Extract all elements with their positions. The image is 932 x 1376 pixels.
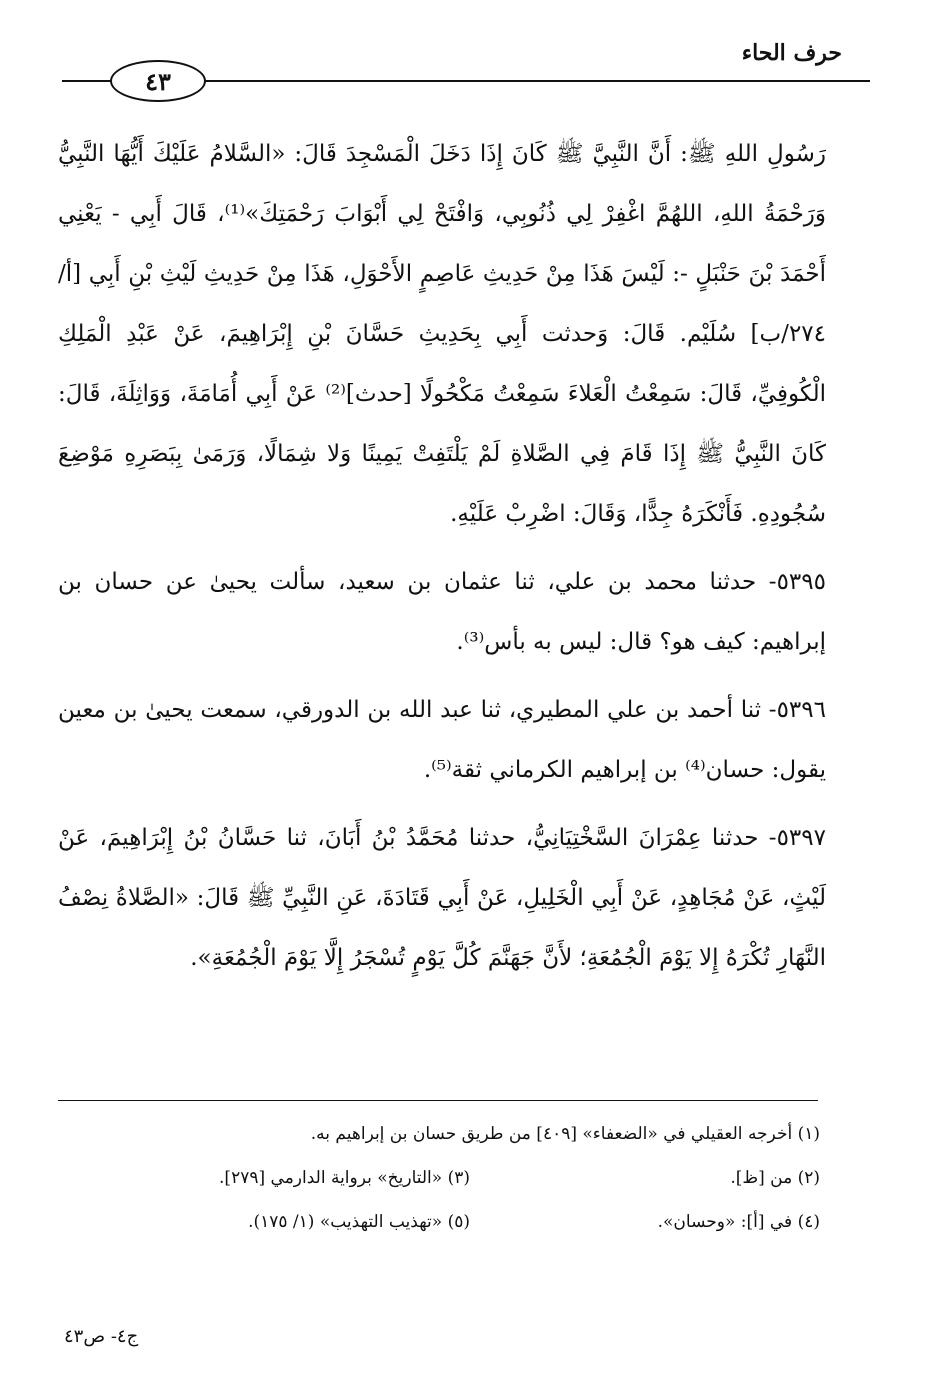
footnote-5: (٥) «تهذيب التهذيب» (١/ ١٧٥). <box>248 1212 470 1232</box>
paragraph-5397: ٥٣٩٧- حدثنا عِمْرَانَ السَّخْتِيَانِيُّ، حدثنا مُحَمَّدُ بْنُ أَبَانَ، ثنا حَسَّانُ بْنُ إِبْرَاهِيمَ، عَنْ لَيْثٍ، عَنْ مُجَاهِدٍ، عَنْ أَبِي الْخَلِيلِ، عَنْ أَبِي قَتَادَةَ، عَنِ النَّبِيِّ ﷺ قَالَ: «الصَّلاةُ نِصْفُ النَّهَارِ تُكْرَهُ إِلا يَوْمَ الْجُمُعَةِ؛ لأَنَّ جَهَنَّمَ كُلَّ يَوْمٍ تُسْجَرُ إِلَّا يَوْمَ الْجُمُعَةِ». <box>58 825 826 971</box>
paragraph-continuation: رَسُولِ اللهِ ﷺ: أَنَّ النَّبِيَّ ﷺ كَانَ إِذَا دَخَلَ الْمَسْجِدَ قَالَ: «السَّلامُ عَلَيْكَ أَيُّهَا النَّبِيُّ وَرَحْمَةُ اللهِ، اللهُمَّ اغْفِرْ لِي ذُنُوبِي، وَافْتَحْ لِي أَبْوَابَ رَحْمَتِكَ»⁽¹⁾، قَالَ أَبِي - يَعْنِي أَحْمَدَ بْنَ حَنْبَلٍ -: لَيْسَ هَذَا مِنْ حَدِيثِ عَاصِمٍ الأَحْوَلِ، هَذَا مِنْ حَدِيثِ لَيْثِ بْنِ أَبِي [أ/٢٧٤/ب] سُلَيْم. قَالَ: وَحدثت أَبِي بِحَدِيثِ حَسَّانَ بْنِ إِبْرَاهِيمَ، عَنْ عَبْدِ الْمَلِكِ الْكُوفِيِّ، قَالَ: سَمِعْتُ الْعَلاءَ سَمِعْتُ مَكْحُولًا [حدث]⁽²⁾ عَنْ أَبِي أُمَامَةَ، وَوَاثِلَةَ، قَالَ: كَانَ النَّبِيُّ ﷺ إِذَا قَامَ فِي الصَّلاةِ لَمْ يَلْتَفِتْ يَمِينًا وَلا شِمَالًا، وَرَمَىٰ بِبَصَرِهِ مَوْضِعَ سُجُودِهِ. فَأَنْكَرَهُ جِدًّا، وَقَالَ: اضْرِبْ عَلَيْهِ. <box>58 141 827 527</box>
footnotes <box>120 1112 820 1244</box>
footnote-2: (٢) من [ظ]. <box>730 1168 820 1188</box>
page-number: ٤٣ <box>110 60 206 102</box>
paragraph-5396: ٥٣٩٦- ثنا أحمد بن علي المطيري، ثنا عبد الله بن الدورقي، سمعت يحيىٰ بن معين يقول: حسان⁽⁴⁾ بن إبراهيم الكرماني ثقة⁽⁵⁾. <box>58 697 826 783</box>
chapter-title: حرف الحاء <box>741 40 842 66</box>
footnote-4: (٤) في [أ]: «وحسان». <box>657 1212 820 1232</box>
paragraph-5395: ٥٣٩٥- حدثنا محمد بن علي، ثنا عثمان بن سعيد، سألت يحيىٰ عن حسان بن إبراهيم: كيف هو؟ قال: ليس به بأس⁽³⁾. <box>58 569 826 655</box>
footnote-divider <box>58 1100 818 1101</box>
main-text <box>58 124 826 996</box>
footnote-1: (١) أخرجه العقيلي في «الضعفاء» [٤٠٩] من طريق حسان بن إبراهيم به. <box>310 1124 820 1144</box>
footnote-3: (٣) «التاريخ» برواية الدارمي [٢٧٩]. <box>219 1168 470 1188</box>
volume-page-reference: ج٤- ص٤٣ <box>64 1326 139 1347</box>
